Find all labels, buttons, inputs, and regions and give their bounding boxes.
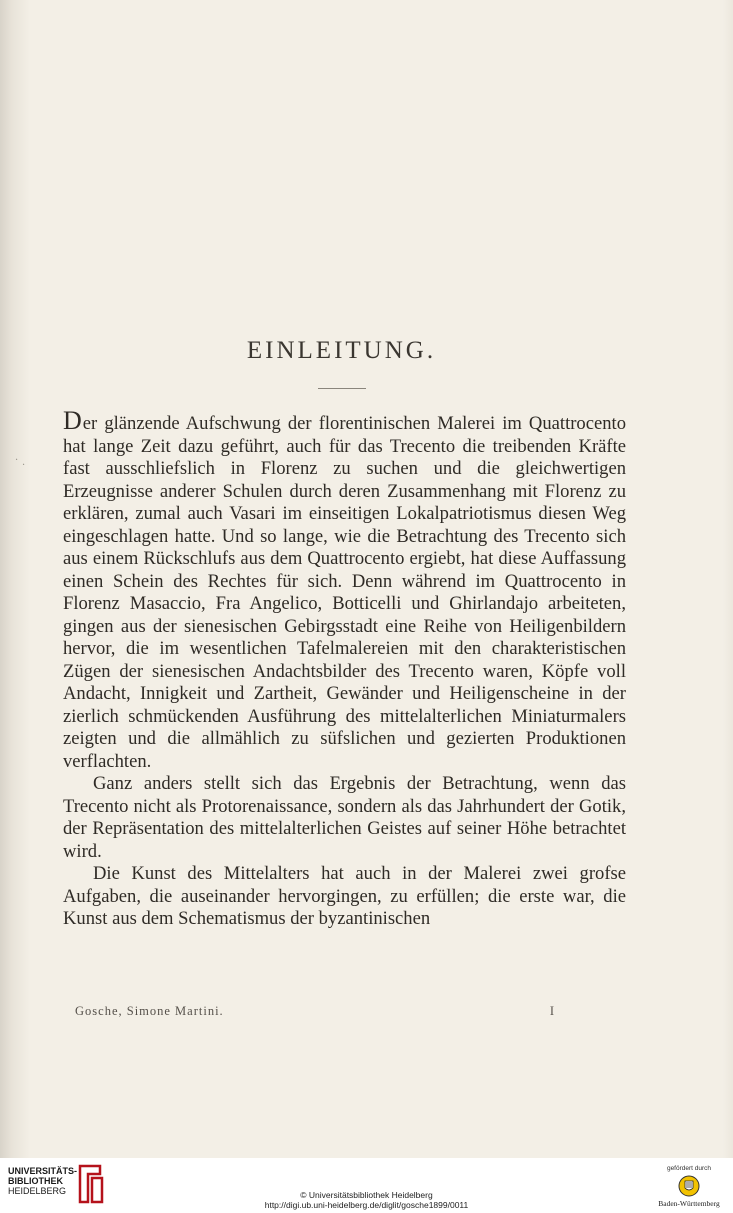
paragraph-text: Ganz anders stellt sich das Ergebnis der Betrachtung, wenn das Trecento nicht als Protorenaissance, sondern als das Jahrhundert der Gotik, der Repräsentation des mittelalterlichen Geistes auf seiner Höhe betrachtet wird. [63,773,626,862]
paragraph-1 [63,406,626,773]
margin-mark: · [22,460,26,471]
paragraph-2 [63,773,626,863]
paragraph-text: Die Kunst des Mittelalters hat auch in der Malerei zwei grofse Aufgaben, die auseinander hervorgingen, zu erfüllen; die erste war, die Kunst aus dem Schematismus der byzantinischen [63,863,626,929]
page-edge [723,0,733,1158]
book-spine-shadow [0,0,30,1158]
paragraph-text: er glänzende Aufschwung der florentinischen Malerei im Quattrocento hat lange Zeit dazu geführt, auch für das Trecento die treibenden Kräfte fast ausschliefslich in Florenz zu suchen und die gleichwertigen Erzeugnisse anderer Schulen durch deren Zusammenhang mit Florenz zu erklären, zumal auch Vasari im einseitigen Lokalpatriotismus diesen Weg eingeschlagen hatte. Und so lange, wie die Betrachtung des Trecento sich aus einem Rückschlufs aus dem Quattrocento ergiebt, hat diese Auffassung einen Schein des Rechtes für sich. Denn während im Quattrocento in Florenz Masaccio, Fra Angelico, Botticelli und Ghirlandajo arbeiteten, gingen aus der sienesischen Gebirgsstadt eine Reihe von Heiligenbildern hervor, die im wesentlichen Tafelmalereien mit den charakteristischen Zügen der sienesischen Andachtsbilder des Trecento waren, Köpfe voll Andacht, Innigkeit und Zartheit, Gewänder und Heiligenscheine in der zierlich schmückenden Ausführung des mittelalterlichen Miniaturmalers zeigten und die allmählich zu süfslichen und gezierten Produktionen verflachten. [63,413,626,772]
library-logo-line-2: BIBLIOTHEK [8,1176,63,1186]
chapter-heading: EINLEITUNG. [246,337,437,364]
copyright-text: © Universitätsbibliothek Heidelberg [300,1190,433,1200]
paragraph-3 [63,863,626,931]
drop-cap: D [63,406,83,435]
library-emblem-icon [76,1164,104,1204]
signature-mark: Gosche, Simone Martini. [75,1004,224,1018]
coat-of-arms-icon [678,1175,700,1197]
library-logo[interactable] [8,1166,77,1196]
funder-name: Baden-Württemberg [658,1199,720,1208]
heading-rule [318,388,366,389]
copyright-block [200,1190,533,1210]
sheet-number: I [549,1004,555,1018]
permalink[interactable]: http://digi.ub.uni-heidelberg.de/diglit/gosche1899/0011 [264,1200,469,1210]
funded-by-label: gefördert durch [666,1165,712,1172]
signature-line [75,1004,555,1019]
body-text [63,406,626,931]
library-logo-line-1: UNIVERSITÄTS- [8,1166,78,1176]
funder-block [648,1165,730,1208]
margin-mark: · [15,455,19,466]
library-logo-line-3: HEIDELBERG [8,1186,67,1196]
